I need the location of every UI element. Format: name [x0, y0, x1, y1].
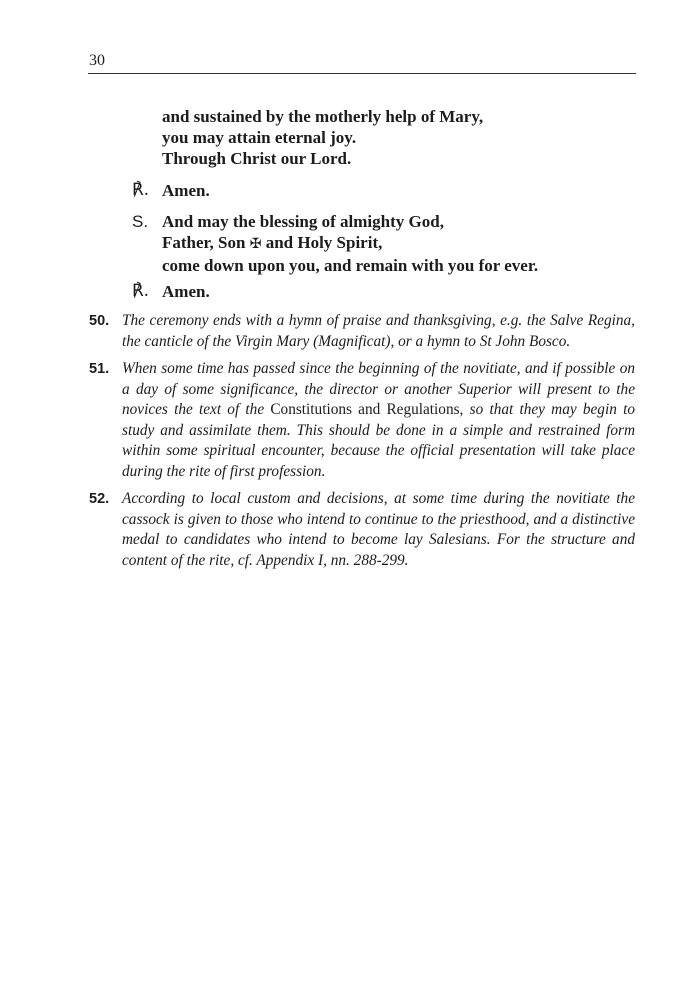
response-symbol: ℟. — [132, 180, 150, 200]
note-text — [122, 359, 635, 482]
page-number: 30 — [89, 52, 105, 69]
note-number: 50. — [89, 313, 110, 329]
stanza-sigil: S. — [132, 212, 149, 231]
prayer-line: and sustained by the motherly help of Mary, — [162, 107, 484, 126]
response-text: Amen. — [162, 181, 210, 200]
stanza-text: and Holy Spirit, — [261, 233, 383, 252]
note-text-part: When some time has passed since the beginning of the novitiate, and if possible on a day of some significance, the director or another Superior will present to the novices the text of the — [122, 360, 635, 418]
response-amen — [132, 180, 210, 201]
prayer-line: you may attain eternal joy. — [162, 128, 357, 147]
note-text: According to local custom and decisions, at some time during the novitiate the cassock is given to those who intend to continue to the priesthood, and a distinctive medal to candidates who intend to become lay Salesians. For the structure and content of the rite, cf. Appendix I, nn. 288-299. — [122, 490, 635, 569]
blessing-stanza — [132, 211, 539, 276]
response-amen — [132, 281, 210, 302]
note-text: The ceremony ends with a hymn of praise and thanksgiving, e.g. the Salve Regina, the canticle of the Virgin Mary (Magnificat), or a hymn to St John Bosco. — [122, 312, 635, 350]
rubric-notes — [89, 311, 635, 578]
note-number: 51. — [89, 361, 110, 377]
rubric-note — [89, 489, 635, 571]
response-symbol: ℟. — [132, 281, 150, 301]
cross-icon: ✠ — [249, 237, 262, 252]
document-title: Constitutions and Regulations, — [270, 401, 464, 418]
stanza-line — [162, 232, 538, 255]
prayer-block — [162, 106, 483, 169]
note-number: 52. — [89, 491, 110, 507]
stanza-line: And may the blessing of almighty God, — [162, 212, 444, 231]
rubric-note — [89, 359, 635, 482]
rubric-note — [89, 311, 635, 352]
note-text-part: so that they may begin to study and assimilate them. This should be done in a simple and restrained form within some spiritual encounter, because the official presentation will take place during the rite of first profession. — [122, 401, 635, 480]
stanza-text: Father, Son — [162, 233, 250, 252]
stanza-line: come down upon you, and remain with you for ever. — [162, 256, 539, 275]
prayer-line: Through Christ our Lord. — [162, 149, 352, 168]
header-rule — [88, 73, 636, 74]
response-text: Amen. — [162, 282, 210, 301]
